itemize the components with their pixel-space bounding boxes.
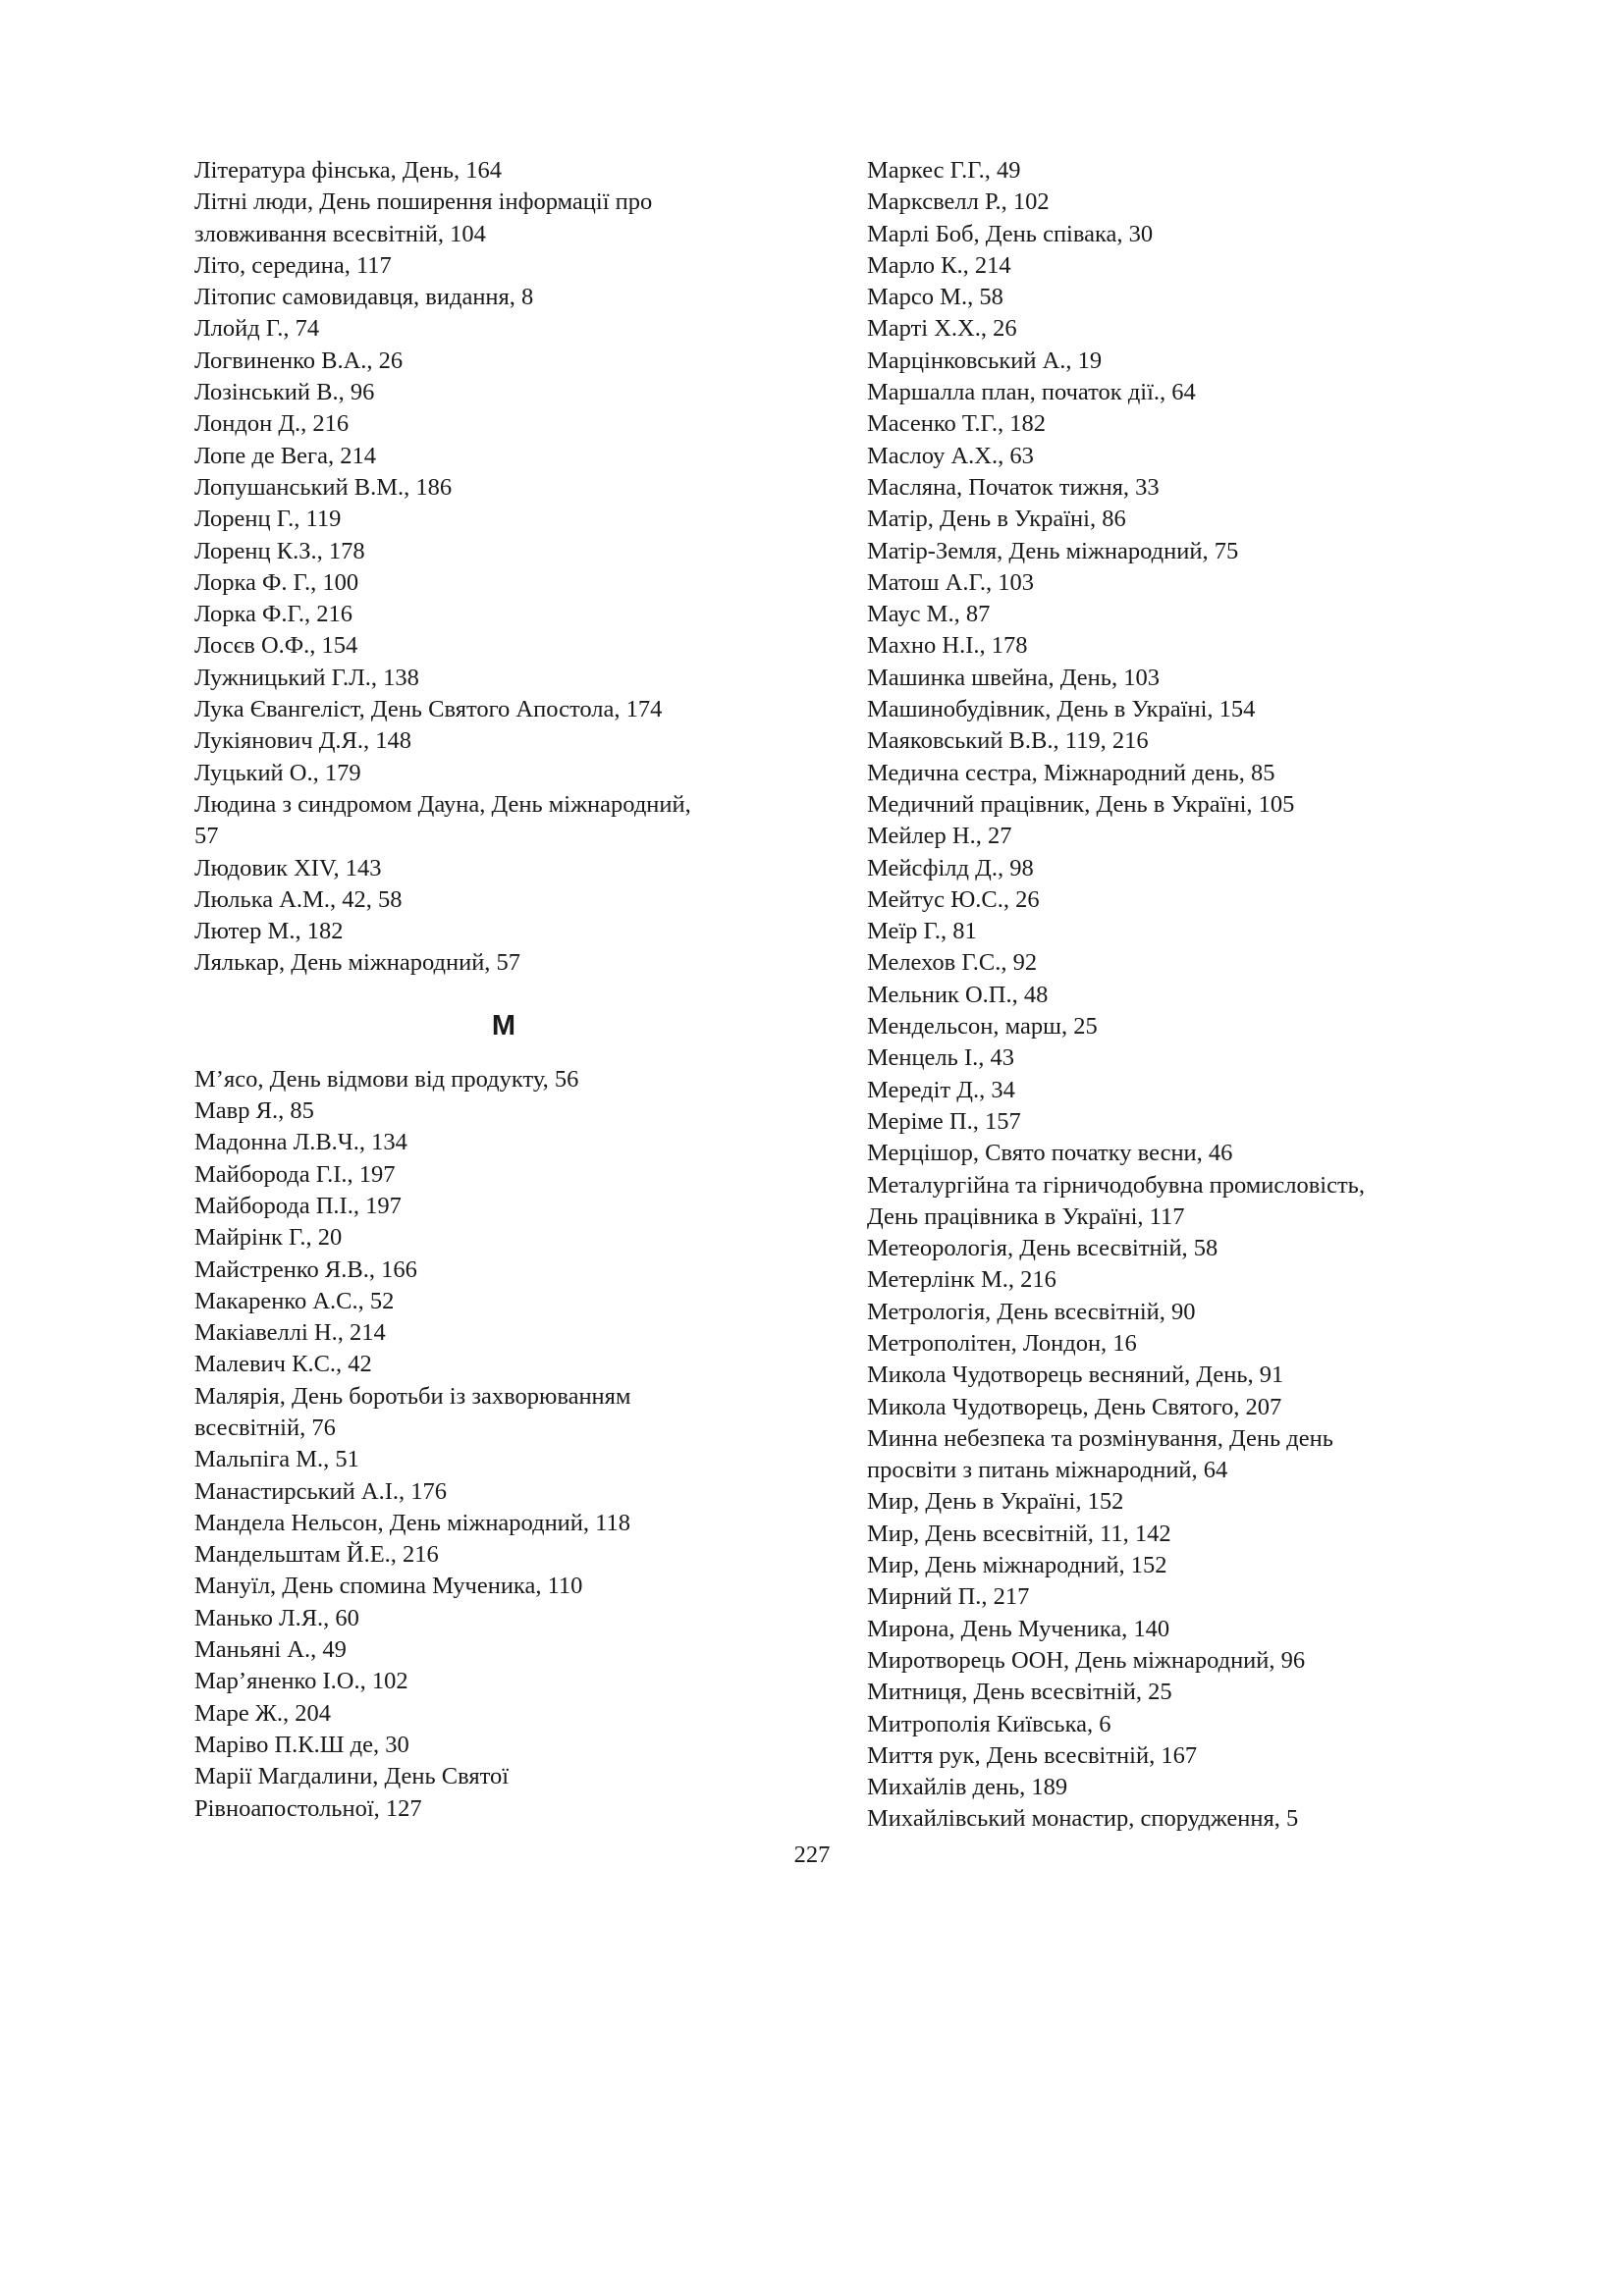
index-entry-text: Марксвелл Р., 102	[867, 188, 1050, 216]
index-entry-text: Лозінський В., 96	[194, 379, 375, 406]
index-entry	[194, 789, 784, 853]
index-entry	[867, 916, 1466, 947]
index-entry-text: Машинка швейна, День, 103	[867, 664, 1160, 691]
index-entry-text: Маслоу А.Х., 63	[867, 442, 1034, 469]
index-entry	[194, 1444, 784, 1475]
index-entry-text: Маус М., 87	[867, 601, 991, 628]
index-entry-text: Малярія, День боротьби із захворюванням	[194, 1382, 631, 1410]
index-entry	[867, 1106, 1466, 1138]
index-entry	[194, 1571, 784, 1602]
index-entry-text: Менцель І., 43	[867, 1044, 1014, 1072]
index-entry-text: Мередіт Д., 34	[867, 1076, 1015, 1103]
index-entry	[194, 1222, 784, 1254]
index-entry-text: Мандела Нельсон, День міжнародний, 118	[194, 1509, 630, 1536]
right-column	[867, 155, 1466, 1836]
index-entry	[194, 1381, 784, 1445]
index-entry-text: М’ясо, День відмови від продукту, 56	[194, 1065, 579, 1093]
index-entry	[867, 1075, 1466, 1106]
index-entry	[867, 567, 1466, 599]
index-entry	[867, 853, 1466, 884]
index-entry	[867, 1297, 1466, 1328]
index-entry	[867, 1328, 1466, 1360]
index-entry-text: Література фінська, День, 164	[194, 157, 503, 184]
index-entry	[194, 250, 784, 282]
index-entry	[867, 1677, 1466, 1708]
left-column	[194, 155, 784, 1825]
index-entry	[194, 1603, 784, 1634]
index-entry-text: Масенко Т.Г., 182	[867, 410, 1047, 438]
index-entry	[194, 916, 784, 947]
index-entry	[194, 1317, 784, 1349]
index-entry	[867, 187, 1466, 218]
index-entry	[194, 1191, 784, 1222]
index-entry-text: Мавр Я., 85	[194, 1097, 314, 1125]
index-entry	[194, 441, 784, 472]
index-entry	[867, 947, 1466, 979]
index-entry	[867, 282, 1466, 313]
index-entry-text: Миття рук, День всесвітній, 167	[867, 1741, 1198, 1769]
index-entry	[867, 725, 1466, 757]
index-entry	[194, 599, 784, 630]
index-list-l	[194, 155, 784, 980]
index-entry	[867, 980, 1466, 1011]
index-entry-continuation: просвіти з питань міжнародний, 64	[867, 1457, 1228, 1484]
index-entry	[194, 1159, 784, 1191]
index-entry-text: Миротворець ООН, День міжнародний, 96	[867, 1646, 1306, 1674]
index-entry-text: Макаренко А.С., 52	[194, 1287, 395, 1314]
index-entry	[867, 1486, 1466, 1518]
index-entry-text: Люлька А.М., 42, 58	[194, 885, 403, 913]
index-entry	[194, 853, 784, 884]
section-letter-heading: М	[491, 1009, 516, 1041]
index-entry-text: Маршалла план, початок дії., 64	[867, 379, 1196, 406]
index-entry-text: Марцінковський А., 19	[867, 347, 1103, 374]
index-entry-text: Микола Чудотворець весняний, День, 91	[867, 1362, 1284, 1389]
index-entry	[867, 408, 1466, 440]
index-entry	[194, 725, 784, 757]
index-entry-text: Ллойд Г., 74	[194, 315, 320, 343]
index-entry-text: Мир, День в Україні, 152	[867, 1488, 1124, 1516]
index-entry	[194, 536, 784, 567]
index-entry-text: Мальпіга М., 51	[194, 1446, 359, 1473]
index-entry	[194, 1286, 784, 1317]
index-entry-continuation: День працівника в Україні, 117	[867, 1202, 1185, 1230]
index-entry-text: Марії Магдалини, День Святої	[194, 1763, 510, 1790]
index-entry-text: Махно Н.І., 178	[867, 632, 1028, 660]
index-entry-text: Майстренко Я.В., 166	[194, 1255, 417, 1283]
index-entry-text: Меїр Г., 81	[867, 918, 977, 945]
index-entry-text: Мелехов Г.С., 92	[867, 949, 1038, 977]
index-entry-text: Лоренц Г., 119	[194, 506, 342, 533]
index-entry-text: Лопушанський В.М., 186	[194, 473, 453, 501]
index-entry-text: Луцький О., 179	[194, 759, 361, 786]
index-entry-text: Мерцішор, Свято початку весни, 46	[867, 1140, 1233, 1167]
index-entry	[867, 313, 1466, 345]
index-entry	[194, 1539, 784, 1571]
index-entry	[867, 536, 1466, 567]
index-entry	[194, 155, 784, 187]
index-entry-text: Людовик XIV, 143	[194, 854, 382, 881]
index-entry	[867, 1264, 1466, 1296]
index-entry	[194, 472, 784, 504]
index-entry	[194, 694, 784, 725]
index-entry-text: Матір-Земля, День міжнародний, 75	[867, 537, 1239, 564]
index-entry	[194, 1730, 784, 1761]
index-entry	[867, 1709, 1466, 1740]
index-entry	[867, 1423, 1466, 1487]
index-entry	[867, 472, 1466, 504]
index-entry-text: Мир, День всесвітній, 11, 142	[867, 1520, 1171, 1547]
index-entry	[867, 1803, 1466, 1835]
index-entry	[867, 884, 1466, 916]
index-entry	[867, 758, 1466, 789]
index-entry	[867, 1581, 1466, 1613]
index-entry-text: Мельник О.П., 48	[867, 981, 1049, 1008]
index-entry	[867, 1360, 1466, 1391]
index-entry	[867, 1772, 1466, 1803]
index-entry-text: Лорка Ф. Г., 100	[194, 568, 359, 596]
index-entry-text: Лука Євангеліст, День Святого Апостола, 174	[194, 696, 663, 723]
index-entry-text: Логвиненко В.А., 26	[194, 347, 404, 374]
index-entry-continuation: зловживання всесвітній, 104	[194, 220, 486, 247]
index-entry-continuation: всесвітній, 76	[194, 1414, 336, 1441]
index-entry-text: Марлі Боб, День співака, 30	[867, 220, 1154, 247]
index-entry	[867, 821, 1466, 852]
index-entry	[867, 663, 1466, 694]
index-entry	[194, 1666, 784, 1697]
index-entry-text: Маркес Г.Г., 49	[867, 157, 1021, 184]
index-entry-text: Малевич К.С., 42	[194, 1351, 372, 1378]
index-entry-text: Метрополітен, Лондон, 16	[867, 1329, 1137, 1357]
index-entry	[194, 1508, 784, 1539]
index-entry	[194, 663, 784, 694]
index-entry-text: Мандельштам Й.Е., 216	[194, 1541, 439, 1569]
index-entry	[194, 1761, 784, 1825]
index-entry-text: Людина з синдромом Дауна, День міжнародний,	[194, 790, 691, 818]
index-entry-text: Манастирський А.І., 176	[194, 1477, 447, 1505]
index-entry	[194, 313, 784, 345]
index-entry-text: Машинобудівник, День в Україні, 154	[867, 696, 1256, 723]
index-entry-text: Лорка Ф.Г., 216	[194, 601, 353, 628]
index-entry	[867, 155, 1466, 187]
index-entry	[194, 567, 784, 599]
index-entry-text: Лоренц К.З., 178	[194, 537, 365, 564]
page-number: 227	[793, 1842, 831, 1868]
index-entry-text: Мирний П., 217	[867, 1583, 1030, 1611]
index-entry	[194, 1064, 784, 1095]
index-entry-text: Матір, День в Україні, 86	[867, 506, 1126, 533]
index-entry	[867, 377, 1466, 408]
index-entry-text: Метрологія, День всесвітній, 90	[867, 1298, 1196, 1325]
index-entry-text: Матош А.Г., 103	[867, 568, 1034, 596]
index-entry-text: Мануїл, День спомина Мученика, 110	[194, 1573, 583, 1600]
index-entry-text: Металургійна та гірничодобувна промисловість,	[867, 1171, 1365, 1199]
index-entry	[867, 1170, 1466, 1234]
index-entry-text: Лосєв О.Ф., 154	[194, 632, 358, 660]
index-entry-text: Мир, День міжнародний, 152	[867, 1552, 1167, 1579]
index-entry	[194, 187, 784, 250]
index-entry	[867, 1042, 1466, 1074]
index-list-m	[194, 1064, 784, 1825]
index-entry	[867, 1614, 1466, 1645]
index-entry-text: Михайлів день, 189	[867, 1774, 1068, 1801]
index-entry-text: Лукіянович Д.Я., 148	[194, 727, 412, 755]
index-entry	[867, 441, 1466, 472]
index-entry-text: Лютер М., 182	[194, 918, 344, 945]
index-entry-text: Лопе де Вега, 214	[194, 442, 376, 469]
index-entry	[194, 1127, 784, 1158]
index-entry-text: Марті Х.Х., 26	[867, 315, 1017, 343]
index-entry	[194, 1095, 784, 1127]
index-entry-continuation: 57	[194, 823, 219, 850]
index-entry	[867, 250, 1466, 282]
index-entry	[194, 1698, 784, 1730]
index-entry	[194, 377, 784, 408]
index-entry-text: Марсо М., 58	[867, 284, 1003, 311]
index-entry-text: Лялькар, День міжнародний, 57	[194, 949, 521, 977]
index-entry-text: Марло К., 214	[867, 251, 1011, 279]
index-entry-text: Макіавеллі Н., 214	[194, 1319, 386, 1347]
index-entry-text: Мирона, День Мученика, 140	[867, 1615, 1170, 1642]
index-entry	[867, 1740, 1466, 1772]
index-entry	[867, 1011, 1466, 1042]
index-entry-text: Майрінк Г., 20	[194, 1224, 343, 1252]
index-entry-text: Медичний працівник, День в Україні, 105	[867, 790, 1295, 818]
index-entry	[867, 1519, 1466, 1550]
index-entry-text: Медична сестра, Міжнародний день, 85	[867, 759, 1275, 786]
index-entry-text: Мадонна Л.В.Ч., 134	[194, 1129, 407, 1156]
index-entry	[194, 947, 784, 979]
index-entry	[867, 504, 1466, 535]
index-entry-text: Літопис самовидавця, видання, 8	[194, 284, 534, 311]
index-entry	[194, 282, 784, 313]
index-entry-text: Лондон Д., 216	[194, 410, 350, 438]
index-entry-text: Мейтус Ю.С., 26	[867, 885, 1040, 913]
index-entry-text: Микола Чудотворець, День Святого, 207	[867, 1393, 1282, 1420]
index-entry-text: Маяковський В.В., 119, 216	[867, 727, 1149, 755]
index-entry	[194, 758, 784, 789]
index-entry-text: Літні люди, День поширення інформації про	[194, 188, 653, 216]
index-entry	[867, 1645, 1466, 1677]
index-entry	[867, 1138, 1466, 1169]
index-entry-text: Лужницький Г.Л., 138	[194, 664, 419, 691]
index-entry	[194, 1476, 784, 1508]
index-entry	[867, 346, 1466, 377]
index-entry-text: Мендельсон, марш, 25	[867, 1013, 1098, 1041]
index-entry-continuation: Рівноапостольної, 127	[194, 1794, 422, 1822]
index-entry	[194, 1255, 784, 1286]
index-entry	[194, 504, 784, 535]
index-entry-text: Маньяні А., 49	[194, 1636, 347, 1664]
index-entry-text: Метеорологія, День всесвітній, 58	[867, 1235, 1218, 1262]
index-list-m-continued	[867, 155, 1466, 1836]
index-entry	[867, 789, 1466, 821]
index-entry-text: Літо, середина, 117	[194, 251, 392, 279]
index-entry	[867, 694, 1466, 725]
index-entry-text: Маре Ж., 204	[194, 1699, 331, 1727]
index-entry-text: Мейсфілд Д., 98	[867, 854, 1034, 881]
index-entry-text: Мейлер Н., 27	[867, 823, 1012, 850]
index-entry	[867, 219, 1466, 250]
index-entry	[194, 346, 784, 377]
index-entry-text: Мар’яненко І.О., 102	[194, 1668, 408, 1695]
index-entry	[194, 408, 784, 440]
index-entry	[867, 1233, 1466, 1264]
index-entry	[867, 1550, 1466, 1581]
index-entry-text: Метерлінк М., 216	[867, 1266, 1056, 1294]
index-entry-text: Майборода Г.І., 197	[194, 1160, 396, 1188]
index-entry-text: Маріво П.К.Ш де, 30	[194, 1731, 409, 1758]
index-entry	[194, 630, 784, 662]
index-entry-text: Масляна, Початок тижня, 33	[867, 473, 1160, 501]
index-entry-text: Майборода П.І., 197	[194, 1192, 402, 1219]
index-entry	[867, 599, 1466, 630]
index-entry	[194, 1349, 784, 1380]
index-entry-text: Минна небезпека та розмінування, День день	[867, 1424, 1333, 1452]
index-entry-text: Михайлівський монастир, спорудження, 5	[867, 1805, 1299, 1833]
index-entry	[194, 1634, 784, 1666]
index-entry-text: Митрополія Київська, 6	[867, 1710, 1111, 1737]
index-entry	[194, 884, 784, 916]
index-entry-text: Митниця, День всесвітній, 25	[867, 1679, 1172, 1706]
index-entry	[867, 1392, 1466, 1423]
index-entry-text: Манько Л.Я., 60	[194, 1604, 359, 1631]
index-entry	[867, 630, 1466, 662]
index-entry-text: Меріме П., 157	[867, 1107, 1021, 1135]
